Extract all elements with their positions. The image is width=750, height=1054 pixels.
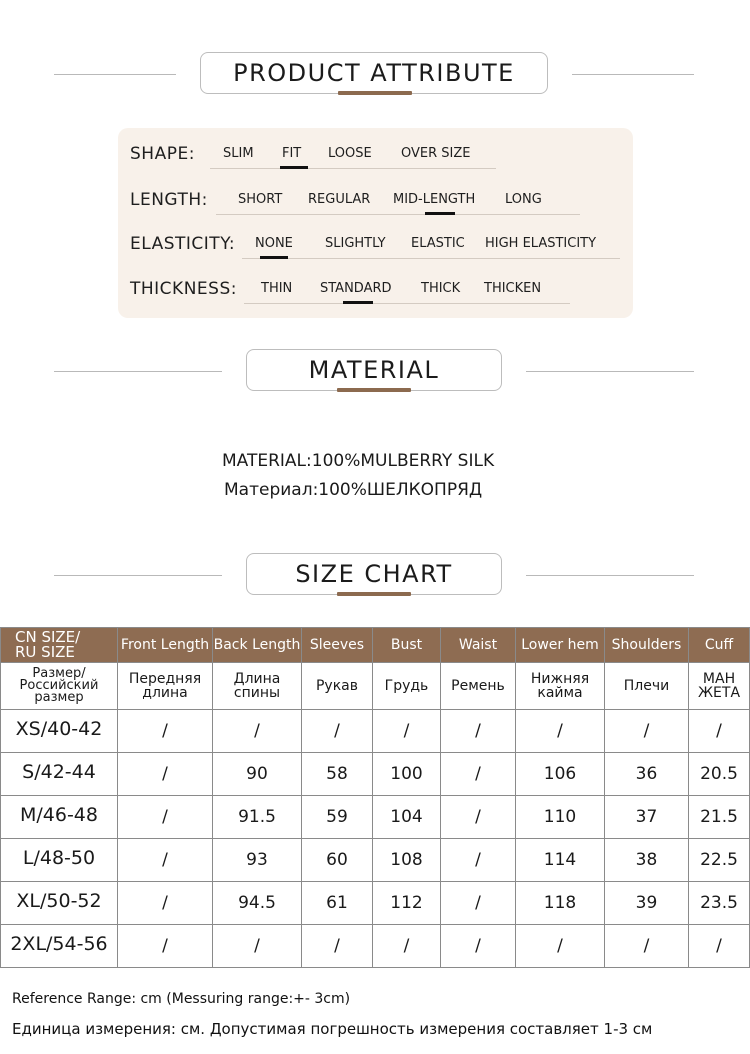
- size-chart-heading: [0, 553, 750, 599]
- measurement-cell: /: [118, 796, 213, 839]
- attr-option: REGULAR: [308, 192, 371, 207]
- header-row-ru: [1, 663, 750, 710]
- measurement-cell: 61: [302, 882, 373, 925]
- material-ru: [224, 480, 482, 500]
- table-row: [1, 882, 750, 925]
- measurement-cell: /: [605, 710, 689, 753]
- measurement-cell: 118: [516, 882, 605, 925]
- measurement-cell: 21.5: [689, 796, 750, 839]
- attr-row-shape: [118, 140, 633, 170]
- product-attribute-heading: [0, 52, 750, 98]
- measurement-cell: /: [118, 882, 213, 925]
- selected-marker: [425, 212, 455, 215]
- header-ru-bust: Грудь: [373, 663, 441, 710]
- measurement-cell: /: [689, 710, 750, 753]
- header-lower-hem: Lower hem: [516, 628, 605, 663]
- attribute-panel: [118, 128, 633, 318]
- measurement-cell: 112: [373, 882, 441, 925]
- measurement-cell: 106: [516, 753, 605, 796]
- measurement-cell: 59: [302, 796, 373, 839]
- attr-option-selected: FIT: [282, 146, 302, 161]
- attr-option: LONG: [505, 192, 542, 207]
- footnote-en: Reference Range: cm (Messuring range:+- 3cm): [12, 991, 351, 1007]
- measurement-cell: /: [302, 710, 373, 753]
- header-size-cn-ru: CN SIZE/ RU SIZE: [1, 628, 118, 663]
- selected-marker: [260, 256, 288, 259]
- measurement-cell: 22.5: [689, 839, 750, 882]
- heading-rule-left: [54, 74, 176, 75]
- heading-box: [246, 553, 502, 595]
- heading-title: MATERIAL: [308, 356, 440, 384]
- measurement-cell: 100: [373, 753, 441, 796]
- measurement-cell: /: [118, 710, 213, 753]
- measurement-cell: 104: [373, 796, 441, 839]
- table-row: [1, 839, 750, 882]
- heading-title: PRODUCT ATTRIBUTE: [233, 59, 515, 87]
- measurement-cell: /: [118, 753, 213, 796]
- selected-marker: [343, 301, 373, 304]
- heading-accent: [337, 592, 411, 596]
- attr-label: LENGTH:: [130, 190, 208, 210]
- size-cell: S/42-44: [1, 753, 118, 796]
- heading-rule-right: [526, 575, 694, 576]
- table-row: [1, 753, 750, 796]
- heading-box: [246, 349, 502, 391]
- selected-marker: [280, 166, 308, 169]
- measurement-cell: /: [213, 925, 302, 968]
- table-row: [1, 796, 750, 839]
- attr-option-selected: MID-LENGTH: [393, 192, 476, 207]
- attr-row-length: [118, 186, 633, 216]
- measurement-cell: 58: [302, 753, 373, 796]
- header-shoulders: Shoulders: [605, 628, 689, 663]
- measurement-cell: /: [441, 796, 516, 839]
- attr-underline: [216, 214, 580, 215]
- measurement-cell: 110: [516, 796, 605, 839]
- heading-box: [200, 52, 548, 94]
- measurement-cell: 37: [605, 796, 689, 839]
- measurement-cell: /: [441, 839, 516, 882]
- measurement-cell: 20.5: [689, 753, 750, 796]
- attr-label: ELASTICITY:: [130, 234, 236, 254]
- header-cuff: Cuff: [689, 628, 750, 663]
- attr-label: SHAPE:: [130, 144, 195, 164]
- size-cell: 2XL/54-56: [1, 925, 118, 968]
- measurement-cell: 60: [302, 839, 373, 882]
- measurement-cell: /: [441, 882, 516, 925]
- size-cell: M/46-48: [1, 796, 118, 839]
- measurement-cell: /: [373, 925, 441, 968]
- attr-option-selected: STANDARD: [320, 281, 392, 296]
- header-ru-shoulders: Плечи: [605, 663, 689, 710]
- measurement-cell: /: [118, 839, 213, 882]
- measurement-cell: /: [516, 925, 605, 968]
- heading-accent: [338, 91, 412, 95]
- measurement-cell: 114: [516, 839, 605, 882]
- measurement-cell: 94.5: [213, 882, 302, 925]
- attr-option: SHORT: [238, 192, 283, 207]
- header-sleeves: Sleeves: [302, 628, 373, 663]
- attr-underline: [242, 258, 620, 259]
- measurement-cell: /: [118, 925, 213, 968]
- header-ru-waist: Ремень: [441, 663, 516, 710]
- material-en: [222, 451, 494, 471]
- header-ru-cuff: МАН ЖЕТА: [689, 663, 750, 710]
- attr-option: HIGH ELASTICITY: [485, 236, 597, 251]
- measurement-cell: /: [441, 925, 516, 968]
- measurement-cell: /: [441, 710, 516, 753]
- attr-label: THICKNESS:: [130, 279, 237, 299]
- heading-title: SIZE CHART: [295, 560, 453, 588]
- footnote-ru: Единица измерения: см. Допустимая погрешность измерения составляет 1-3 см: [12, 1020, 653, 1038]
- attr-option: LOOSE: [328, 146, 372, 161]
- attr-option: OVER SIZE: [401, 146, 471, 161]
- attr-option: SLIGHTLY: [325, 236, 386, 251]
- attr-option: THICKEN: [484, 281, 542, 296]
- measurement-cell: 91.5: [213, 796, 302, 839]
- size-chart-table: [0, 627, 750, 968]
- material-en-value: 100%MULBERRY SILK: [311, 451, 495, 471]
- material-en-label: MATERIAL:: [222, 451, 312, 471]
- size-cell: L/48-50: [1, 839, 118, 882]
- header-ru-lower-hem: Нижняя кайма: [516, 663, 605, 710]
- attr-option: ELASTIC: [411, 236, 465, 251]
- header-ru-back-length: Длина спины: [213, 663, 302, 710]
- measurement-cell: /: [441, 753, 516, 796]
- heading-accent: [337, 388, 411, 392]
- measurement-cell: 93: [213, 839, 302, 882]
- material-ru-label: Материал:: [224, 480, 319, 500]
- heading-rule-left: [54, 575, 222, 576]
- measurement-cell: 23.5: [689, 882, 750, 925]
- attr-row-elasticity: [118, 230, 633, 260]
- measurement-cell: /: [516, 710, 605, 753]
- material-ru-value: 100%ШЕЛКОПРЯД: [318, 480, 483, 500]
- size-cell: XS/40-42: [1, 710, 118, 753]
- heading-rule-right: [526, 371, 694, 372]
- measurement-cell: 39: [605, 882, 689, 925]
- measurement-cell: /: [302, 925, 373, 968]
- header-row-en: [1, 628, 750, 663]
- attr-underline: [244, 303, 570, 304]
- header-ru-front-length: Передняя длина: [118, 663, 213, 710]
- header-ru-size: Размер/ Российский размер: [1, 663, 118, 710]
- measurement-cell: /: [605, 925, 689, 968]
- header-back-length: Back Length: [213, 628, 302, 663]
- measurement-cell: 38: [605, 839, 689, 882]
- heading-rule-right: [572, 74, 694, 75]
- measurement-cell: 36: [605, 753, 689, 796]
- measurement-cell: 90: [213, 753, 302, 796]
- measurement-cell: 108: [373, 839, 441, 882]
- table-row: [1, 710, 750, 753]
- attr-underline: [210, 168, 496, 169]
- size-cell: XL/50-52: [1, 882, 118, 925]
- measurement-cell: /: [689, 925, 750, 968]
- header-bust: Bust: [373, 628, 441, 663]
- header-waist: Waist: [441, 628, 516, 663]
- attr-option: THIN: [261, 281, 293, 296]
- header-ru-sleeves: Рукав: [302, 663, 373, 710]
- measurement-cell: /: [213, 710, 302, 753]
- table-row: [1, 925, 750, 968]
- attr-option-selected: NONE: [255, 236, 293, 251]
- heading-rule-left: [54, 371, 222, 372]
- attr-option: THICK: [421, 281, 461, 296]
- header-front-length: Front Length: [118, 628, 213, 663]
- material-heading: [0, 349, 750, 395]
- measurement-cell: /: [373, 710, 441, 753]
- attr-option: SLIM: [223, 146, 254, 161]
- attr-row-thickness: [118, 275, 633, 305]
